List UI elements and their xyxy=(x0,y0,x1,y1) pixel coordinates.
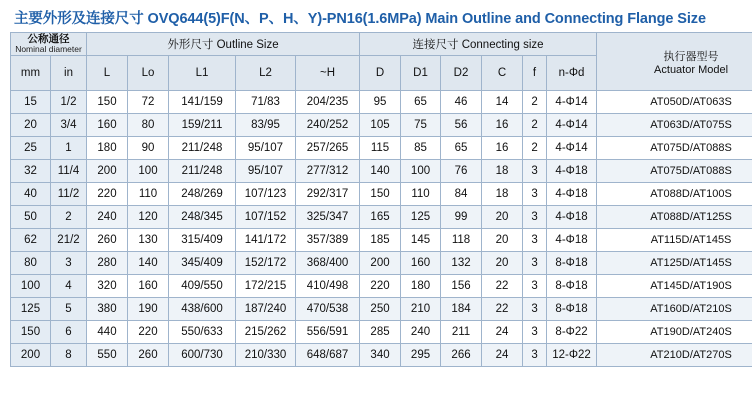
cell-f: 3 xyxy=(523,206,547,229)
cell-h: 204/235 xyxy=(296,91,360,114)
cell-l2: 172/215 xyxy=(236,275,296,298)
cell-f: 3 xyxy=(523,275,547,298)
cell-mm: 40 xyxy=(11,183,51,206)
cell-f: 3 xyxy=(523,183,547,206)
cell-act: AT125D/AT145S xyxy=(597,252,752,275)
cell-d2: 65 xyxy=(441,137,482,160)
cell-c: 16 xyxy=(482,114,523,137)
cell-d: 250 xyxy=(360,298,401,321)
cell-d: 200 xyxy=(360,252,401,275)
cell-act: AT088D/AT125S xyxy=(597,206,752,229)
cell-f: 2 xyxy=(523,114,547,137)
header-l1: L1 xyxy=(169,56,236,91)
cell-l: 150 xyxy=(87,91,128,114)
cell-nd: 4-Φ18 xyxy=(547,160,597,183)
cell-l2: 215/262 xyxy=(236,321,296,344)
cell-c: 18 xyxy=(482,183,523,206)
cell-lo: 220 xyxy=(128,321,169,344)
cell-d: 115 xyxy=(360,137,401,160)
cell-act: AT050D/AT063S xyxy=(597,91,752,114)
cell-d: 105 xyxy=(360,114,401,137)
cell-l1: 345/409 xyxy=(169,252,236,275)
header-d1: D1 xyxy=(401,56,441,91)
header-c: C xyxy=(482,56,523,91)
cell-act: AT210D/AT270S xyxy=(597,344,752,367)
cell-nd: 8-Φ18 xyxy=(547,252,597,275)
cell-l2: 141/172 xyxy=(236,229,296,252)
cell-c: 20 xyxy=(482,229,523,252)
cell-d: 150 xyxy=(360,183,401,206)
header-connecting-size: 连接尺寸 Connecting size xyxy=(360,33,597,56)
cell-nd: 8-Φ18 xyxy=(547,275,597,298)
table-row xyxy=(11,321,752,344)
cell-c: 24 xyxy=(482,344,523,367)
cell-in: 5 xyxy=(51,298,87,321)
cell-act: AT075D/AT088S xyxy=(597,137,752,160)
cell-h: 410/498 xyxy=(296,275,360,298)
cell-lo: 160 xyxy=(128,275,169,298)
cell-nd: 8-Φ18 xyxy=(547,298,597,321)
cell-mm: 20 xyxy=(11,114,51,137)
header-actuator-model xyxy=(597,33,752,91)
cell-l1: 159/211 xyxy=(169,114,236,137)
cell-mm: 62 xyxy=(11,229,51,252)
cell-h: 240/252 xyxy=(296,114,360,137)
cell-f: 3 xyxy=(523,344,547,367)
table-row xyxy=(11,344,752,367)
cell-lo: 140 xyxy=(128,252,169,275)
page-title: 主要外形及连接尺寸 OVQ644(5)F(N、P、H、Y)-PN16(1.6MPa) Main Outline and Connecting Flange Size xyxy=(14,11,706,27)
cell-in: 4 xyxy=(51,275,87,298)
header-outline-size: 外形尺寸 Outline Size xyxy=(87,33,360,56)
header-d2: D2 xyxy=(441,56,482,91)
cell-nd: 4-Φ18 xyxy=(547,206,597,229)
table-row xyxy=(11,298,752,321)
cell-in: 8 xyxy=(51,344,87,367)
cell-l1: 211/248 xyxy=(169,137,236,160)
cell-nd: 8-Φ22 xyxy=(547,321,597,344)
cell-mm: 50 xyxy=(11,206,51,229)
cell-mm: 32 xyxy=(11,160,51,183)
cell-l1: 141/159 xyxy=(169,91,236,114)
cell-d2: 118 xyxy=(441,229,482,252)
cell-in: 3 xyxy=(51,252,87,275)
header-in: in xyxy=(51,56,87,91)
cell-c: 24 xyxy=(482,321,523,344)
header-lo: Lo xyxy=(128,56,169,91)
cell-nd: 4-Φ18 xyxy=(547,229,597,252)
cell-h: 648/687 xyxy=(296,344,360,367)
cell-nd: 4-Φ14 xyxy=(547,91,597,114)
cell-l1: 409/550 xyxy=(169,275,236,298)
header-nominal-diameter xyxy=(11,33,87,56)
cell-h: 277/312 xyxy=(296,160,360,183)
cell-h: 368/400 xyxy=(296,252,360,275)
header-nd: n-Φd xyxy=(547,56,597,91)
table-row xyxy=(11,229,752,252)
cell-l1: 438/600 xyxy=(169,298,236,321)
cell-h: 292/317 xyxy=(296,183,360,206)
cell-lo: 100 xyxy=(128,160,169,183)
header-nominal-diameter-zh: 公称通径 xyxy=(27,33,70,45)
cell-d: 285 xyxy=(360,321,401,344)
cell-l: 200 xyxy=(87,160,128,183)
header-f: f xyxy=(523,56,547,91)
cell-mm: 15 xyxy=(11,91,51,114)
cell-act: AT115D/AT145S xyxy=(597,229,752,252)
cell-in: 1 xyxy=(51,137,87,160)
cell-c: 16 xyxy=(482,137,523,160)
cell-h: 325/347 xyxy=(296,206,360,229)
cell-d1: 295 xyxy=(401,344,441,367)
table-row xyxy=(11,206,752,229)
cell-in: 2 xyxy=(51,206,87,229)
table-row xyxy=(11,160,752,183)
cell-c: 18 xyxy=(482,160,523,183)
cell-mm: 150 xyxy=(11,321,51,344)
cell-h: 257/265 xyxy=(296,137,360,160)
cell-d2: 46 xyxy=(441,91,482,114)
cell-d1: 100 xyxy=(401,160,441,183)
cell-l2: 187/240 xyxy=(236,298,296,321)
cell-d: 140 xyxy=(360,160,401,183)
cell-f: 3 xyxy=(523,252,547,275)
cell-c: 22 xyxy=(482,298,523,321)
cell-l1: 248/345 xyxy=(169,206,236,229)
cell-c: 20 xyxy=(482,206,523,229)
cell-in: 1/2 xyxy=(51,91,87,114)
cell-l: 240 xyxy=(87,206,128,229)
cell-l2: 152/172 xyxy=(236,252,296,275)
table-row xyxy=(11,183,752,206)
cell-l1: 211/248 xyxy=(169,160,236,183)
cell-lo: 260 xyxy=(128,344,169,367)
cell-lo: 72 xyxy=(128,91,169,114)
cell-in: 3/4 xyxy=(51,114,87,137)
cell-lo: 90 xyxy=(128,137,169,160)
table-row xyxy=(11,91,752,114)
cell-l2: 95/107 xyxy=(236,137,296,160)
cell-mm: 25 xyxy=(11,137,51,160)
cell-mm: 200 xyxy=(11,344,51,367)
cell-lo: 110 xyxy=(128,183,169,206)
cell-d1: 110 xyxy=(401,183,441,206)
cell-nd: 4-Φ14 xyxy=(547,114,597,137)
cell-d2: 132 xyxy=(441,252,482,275)
cell-l: 320 xyxy=(87,275,128,298)
cell-l: 380 xyxy=(87,298,128,321)
cell-lo: 80 xyxy=(128,114,169,137)
cell-l2: 107/123 xyxy=(236,183,296,206)
cell-l: 160 xyxy=(87,114,128,137)
cell-mm: 80 xyxy=(11,252,51,275)
cell-f: 2 xyxy=(523,91,547,114)
cell-in: 11/4 xyxy=(51,160,87,183)
cell-f: 3 xyxy=(523,229,547,252)
cell-h: 556/591 xyxy=(296,321,360,344)
cell-l2: 95/107 xyxy=(236,160,296,183)
cell-mm: 100 xyxy=(11,275,51,298)
cell-d1: 145 xyxy=(401,229,441,252)
cell-act: AT088D/AT100S xyxy=(597,183,752,206)
cell-f: 3 xyxy=(523,160,547,183)
header-actuator-en: Actuator Model xyxy=(654,63,729,76)
cell-d: 165 xyxy=(360,206,401,229)
cell-d1: 160 xyxy=(401,252,441,275)
cell-nd: 4-Φ14 xyxy=(547,137,597,160)
cell-d: 95 xyxy=(360,91,401,114)
cell-l2: 210/330 xyxy=(236,344,296,367)
cell-d2: 99 xyxy=(441,206,482,229)
cell-act: AT075D/AT088S xyxy=(597,160,752,183)
cell-d2: 56 xyxy=(441,114,482,137)
cell-d2: 211 xyxy=(441,321,482,344)
cell-c: 14 xyxy=(482,91,523,114)
cell-lo: 190 xyxy=(128,298,169,321)
cell-act: AT160D/AT210S xyxy=(597,298,752,321)
cell-l: 180 xyxy=(87,137,128,160)
cell-f: 3 xyxy=(523,298,547,321)
table-row xyxy=(11,137,752,160)
cell-d2: 184 xyxy=(441,298,482,321)
table-row xyxy=(11,114,752,137)
cell-c: 22 xyxy=(482,275,523,298)
table-body xyxy=(11,91,752,367)
header-actuator-zh: 执行器型号 xyxy=(663,50,719,63)
cell-mm: 125 xyxy=(11,298,51,321)
table-row xyxy=(11,275,752,298)
header-l: L xyxy=(87,56,128,91)
cell-c: 20 xyxy=(482,252,523,275)
cell-d1: 180 xyxy=(401,275,441,298)
cell-f: 3 xyxy=(523,321,547,344)
header-mm: mm xyxy=(11,56,51,91)
cell-d: 185 xyxy=(360,229,401,252)
cell-d: 220 xyxy=(360,275,401,298)
cell-f: 2 xyxy=(523,137,547,160)
cell-l: 220 xyxy=(87,183,128,206)
cell-l: 260 xyxy=(87,229,128,252)
cell-l2: 83/95 xyxy=(236,114,296,137)
header-d: D xyxy=(360,56,401,91)
cell-act: AT145D/AT190S xyxy=(597,275,752,298)
cell-l1: 315/409 xyxy=(169,229,236,252)
cell-l1: 248/269 xyxy=(169,183,236,206)
cell-l1: 550/633 xyxy=(169,321,236,344)
cell-h: 357/389 xyxy=(296,229,360,252)
cell-l: 280 xyxy=(87,252,128,275)
cell-d2: 266 xyxy=(441,344,482,367)
cell-lo: 120 xyxy=(128,206,169,229)
cell-l2: 107/152 xyxy=(236,206,296,229)
header-nominal-diameter-en: Nominal diameter xyxy=(15,44,82,54)
cell-act: AT063D/AT075S xyxy=(597,114,752,137)
cell-in: 11/2 xyxy=(51,183,87,206)
cell-d2: 76 xyxy=(441,160,482,183)
spec-table xyxy=(10,32,752,367)
cell-d1: 240 xyxy=(401,321,441,344)
header-h: ~H xyxy=(296,56,360,91)
cell-l: 440 xyxy=(87,321,128,344)
cell-d1: 125 xyxy=(401,206,441,229)
cell-d2: 156 xyxy=(441,275,482,298)
cell-in: 21/2 xyxy=(51,229,87,252)
cell-act: AT190D/AT240S xyxy=(597,321,752,344)
cell-d: 340 xyxy=(360,344,401,367)
cell-d1: 85 xyxy=(401,137,441,160)
cell-d1: 65 xyxy=(401,91,441,114)
cell-l2: 71/83 xyxy=(236,91,296,114)
cell-nd: 12-Φ22 xyxy=(547,344,597,367)
cell-in: 6 xyxy=(51,321,87,344)
cell-d1: 210 xyxy=(401,298,441,321)
cell-d2: 84 xyxy=(441,183,482,206)
cell-d1: 75 xyxy=(401,114,441,137)
header-l2: L2 xyxy=(236,56,296,91)
cell-h: 470/538 xyxy=(296,298,360,321)
cell-nd: 4-Φ18 xyxy=(547,183,597,206)
cell-lo: 130 xyxy=(128,229,169,252)
cell-l1: 600/730 xyxy=(169,344,236,367)
cell-l: 550 xyxy=(87,344,128,367)
table-row xyxy=(11,252,752,275)
